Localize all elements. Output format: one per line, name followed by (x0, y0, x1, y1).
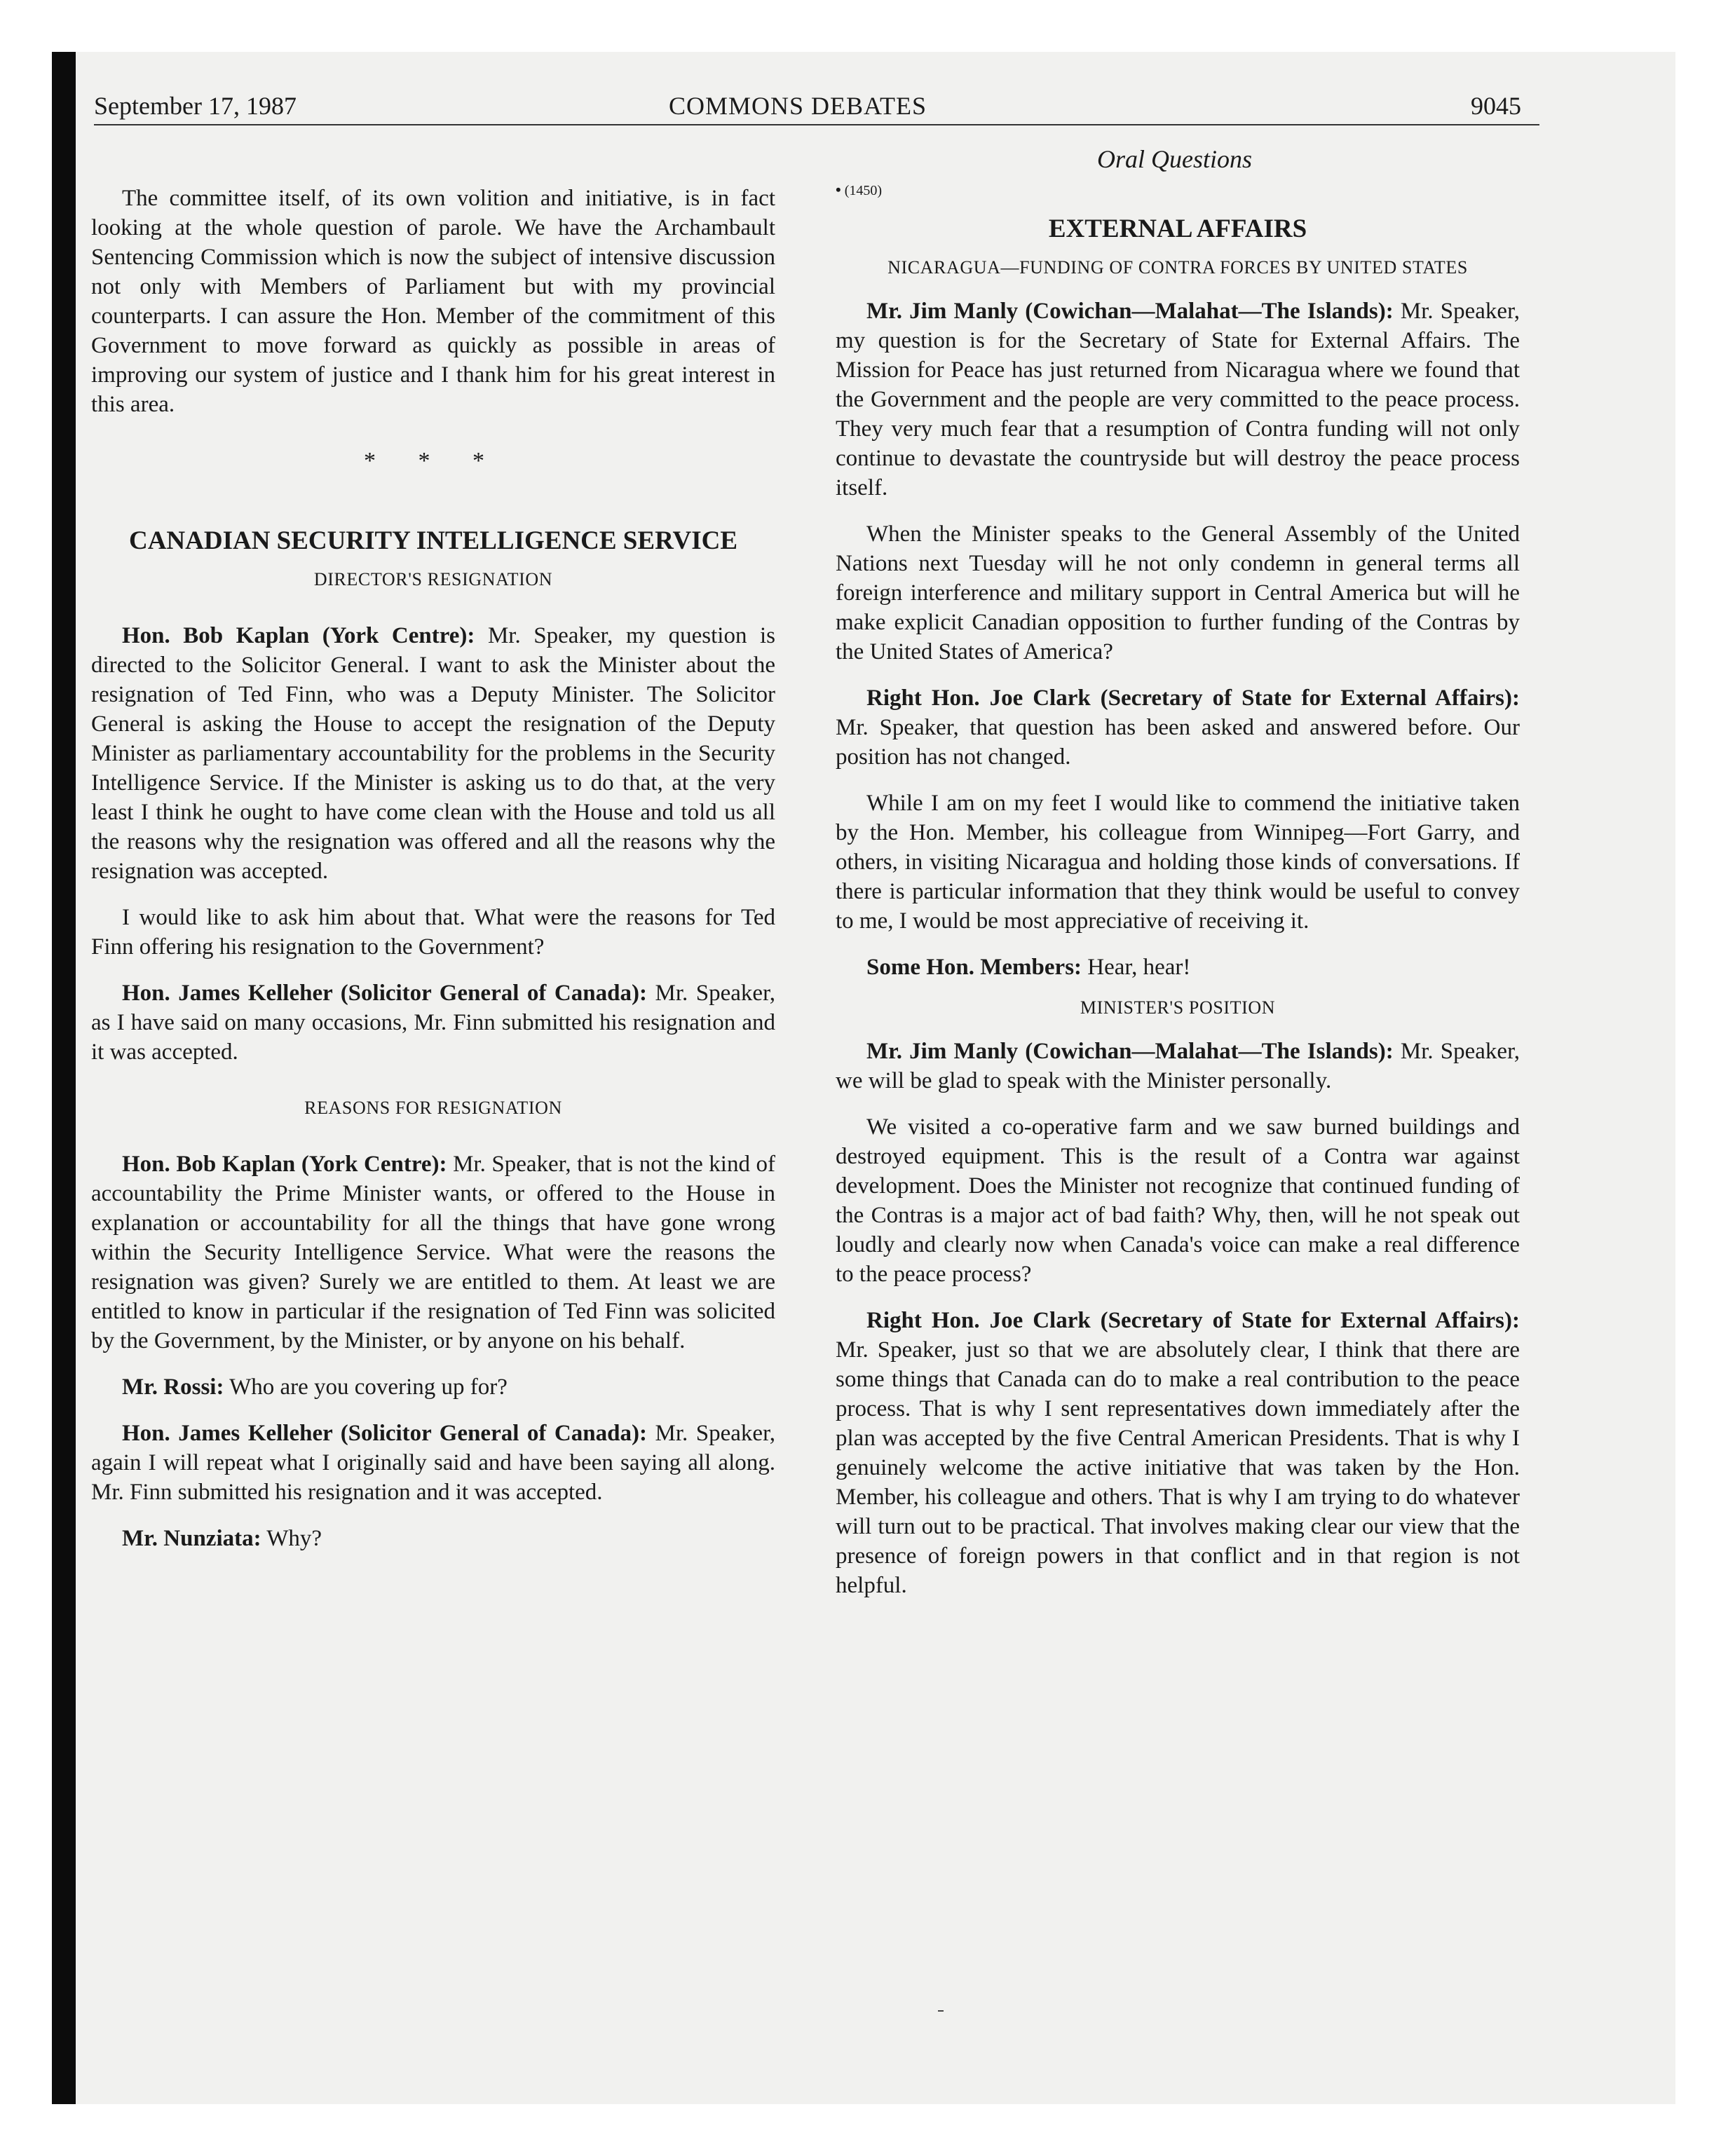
speech-text: Mr. Speaker, my question is for the Secretary of State for External Affairs. The Mission for Peace has just returned from Nicaragua where we found that the Government and the people are very committed to the peace process. They very much fear that a resumption of Contra funding will not only continue to devastate the countryside but will destroy the peace process itself. (836, 299, 1520, 500)
header-page-number: 9045 (1471, 92, 1521, 120)
paragraph: I would like to ask him about that. What were the reasons for Ted Finn offering his resignation to the Government? (91, 905, 775, 960)
subheading: NICARAGUA—FUNDING OF CONTRA FORCES BY UNITED STATES (887, 257, 1468, 278)
speech-text: Hear, hear! (1082, 955, 1191, 980)
speaker-name: Mr. Jim Manly (Cowichan—Malahat—The Islands): (866, 299, 1394, 324)
time-marker: • (1450) (836, 181, 883, 198)
section-separator: * * * (364, 448, 503, 474)
section-heading: CANADIAN SECURITY INTELLIGENCE SERVICE (128, 526, 738, 555)
speech-text: Mr. Speaker, just so that we are absolutely clear, I think that there are some things that Canada can do to make a real contribution to the peace process. That is why I sent representatives down immediately after the plan was accepted by the five Central American Presidents. That is why I genuinely welcome the active initiative that was taken by the Hon. Member, his colleague and others. That is why I am trying to do whatever will turn out to be practical. That involves making clear our view that the presence of foreign powers in that conflict and in that region is not helpful. (836, 1337, 1520, 1598)
speech-text: Mr. Speaker, that question has been asked and answered before. Our position has not changed. (836, 715, 1520, 770)
paragraph (91, 621, 775, 886)
paragraph (91, 1524, 775, 1553)
speech-text: Mr. Speaker, that is not the kind of accountability the Prime Minister wants, or offered to the House in explanation or accountability for all the things that have gone wrong within the Security Intelligence Service. What were the reasons the resignation was given? Surely we are entitled to them. At least we are entitled to know in particular if the resignation of Ted Finn was solicited by the Government, by the Minister, or by anyone on his behalf. (91, 1152, 776, 1353)
bullet-icon: • (836, 181, 841, 198)
paragraph (91, 1149, 775, 1356)
header-title: COMMONS DEBATES (669, 92, 927, 120)
paragraph (836, 1037, 1520, 1096)
subheading: REASONS FOR RESIGNATION (304, 1098, 562, 1118)
right-column (836, 181, 1520, 1600)
speaker-name: Some Hon. Members: (866, 955, 1082, 980)
speaker-name: Hon. James Kelleher (Solicitor General of Canada): (122, 981, 647, 1006)
speech-text: Why? (261, 1526, 322, 1551)
subheading: DIRECTOR'S RESIGNATION (313, 569, 553, 589)
paragraph (836, 296, 1520, 503)
subheading: MINISTER'S POSITION (1080, 997, 1276, 1018)
speaker-name: Hon. Bob Kaplan (York Centre): (122, 623, 475, 648)
speaker-name: Hon. James Kelleher (Solicitor General of Canada): (122, 1421, 647, 1446)
speaker-name: Mr. Jim Manly (Cowichan—Malahat—The Islands): (866, 1039, 1394, 1064)
speech-text: Mr. Speaker, we will be glad to speak with the Minister personally. (836, 1039, 1520, 1093)
speaker-name: Mr. Nunziata: (122, 1526, 261, 1551)
paragraph (91, 1419, 775, 1507)
header-rule (94, 124, 1539, 125)
speech-text: Mr. Speaker, as I have said on many occasions, Mr. Finn submitted his resignation and it was accepted. (91, 981, 775, 1065)
speech-text: Mr. Speaker, my question is directed to the Solicitor General. I want to ask the Minister about the resignation of Ted Finn, who was a Deputy Minister. The Solicitor General is asking the House to accept the resignation of the Deputy Minister as parliamentary accountability for the problems in the Security Intelligence Service. If the Minister is asking us to do that, at the very least I think he ought to have come clean with the House and told us all the reasons why the resignation was offered and all the reasons why the resignation was accepted. (91, 623, 775, 884)
paragraph (836, 1306, 1520, 1600)
section-label: Oral Questions (1097, 145, 1253, 173)
paragraph: While I am on my feet I would like to commend the initiative taken by the Hon. Member, his colleague from Winnipeg—Fort Garry, and others, in visiting Nicaragua and holding those kinds of conversations. If there is particular information that they think would be useful to convey to me, I would be most appreciative of receiving it. (836, 791, 1520, 934)
binding-edge (52, 52, 76, 2104)
page-mark (938, 2010, 944, 2012)
paragraph: We visited a co-operative farm and we saw burned buildings and destroyed equipment. This is the result of a Contra war against development. Does the Minister not recognize that continued funding of the Contras is a major act of bad faith? Why, then, will he not speak out loudly and clearly now when Canada's voice can make a real difference to the peace process? (836, 1114, 1520, 1287)
speaker-name: Right Hon. Joe Clark (Secretary of State for External Affairs): (866, 685, 1520, 711)
paragraph (836, 683, 1520, 772)
paragraph (91, 978, 775, 1067)
speaker-name: Hon. Bob Kaplan (York Centre): (122, 1152, 447, 1177)
paragraph: When the Minister speaks to the General Assembly of the United Nations next Tuesday will he not only condemn in general terms all foreign interference and military support in Central America but will he make explicit Canadian opposition to further funding of the Contras by the United States of America? (836, 521, 1520, 664)
paragraph (836, 953, 1520, 982)
paragraph (91, 1372, 775, 1402)
left-column (91, 184, 775, 1553)
header-date: September 17, 1987 (94, 92, 297, 120)
paragraph: The committee itself, of its own volition and initiative, is in fact looking at the whole question of parole. We have the Archambault Sentencing Commission which is now the subject of intensive discussion not only with Members of Parliament but with my provincial counterparts. I can assure the Hon. Member of the commitment of this Government to move forward as quickly as possible in areas of improving our system of justice and I thank him for his great interest in this area. (91, 186, 775, 417)
speaker-name: Mr. Rossi: (122, 1374, 224, 1400)
speaker-name: Right Hon. Joe Clark (Secretary of State for External Affairs): (866, 1308, 1520, 1333)
speech-text: Who are you covering up for? (224, 1374, 508, 1400)
section-heading: EXTERNAL AFFAIRS (1048, 214, 1307, 243)
speech-text: Mr. Speaker, again I will repeat what I originally said and have been saying all along. Mr. Finn submitted his resignation and it was accepted. (91, 1421, 775, 1505)
